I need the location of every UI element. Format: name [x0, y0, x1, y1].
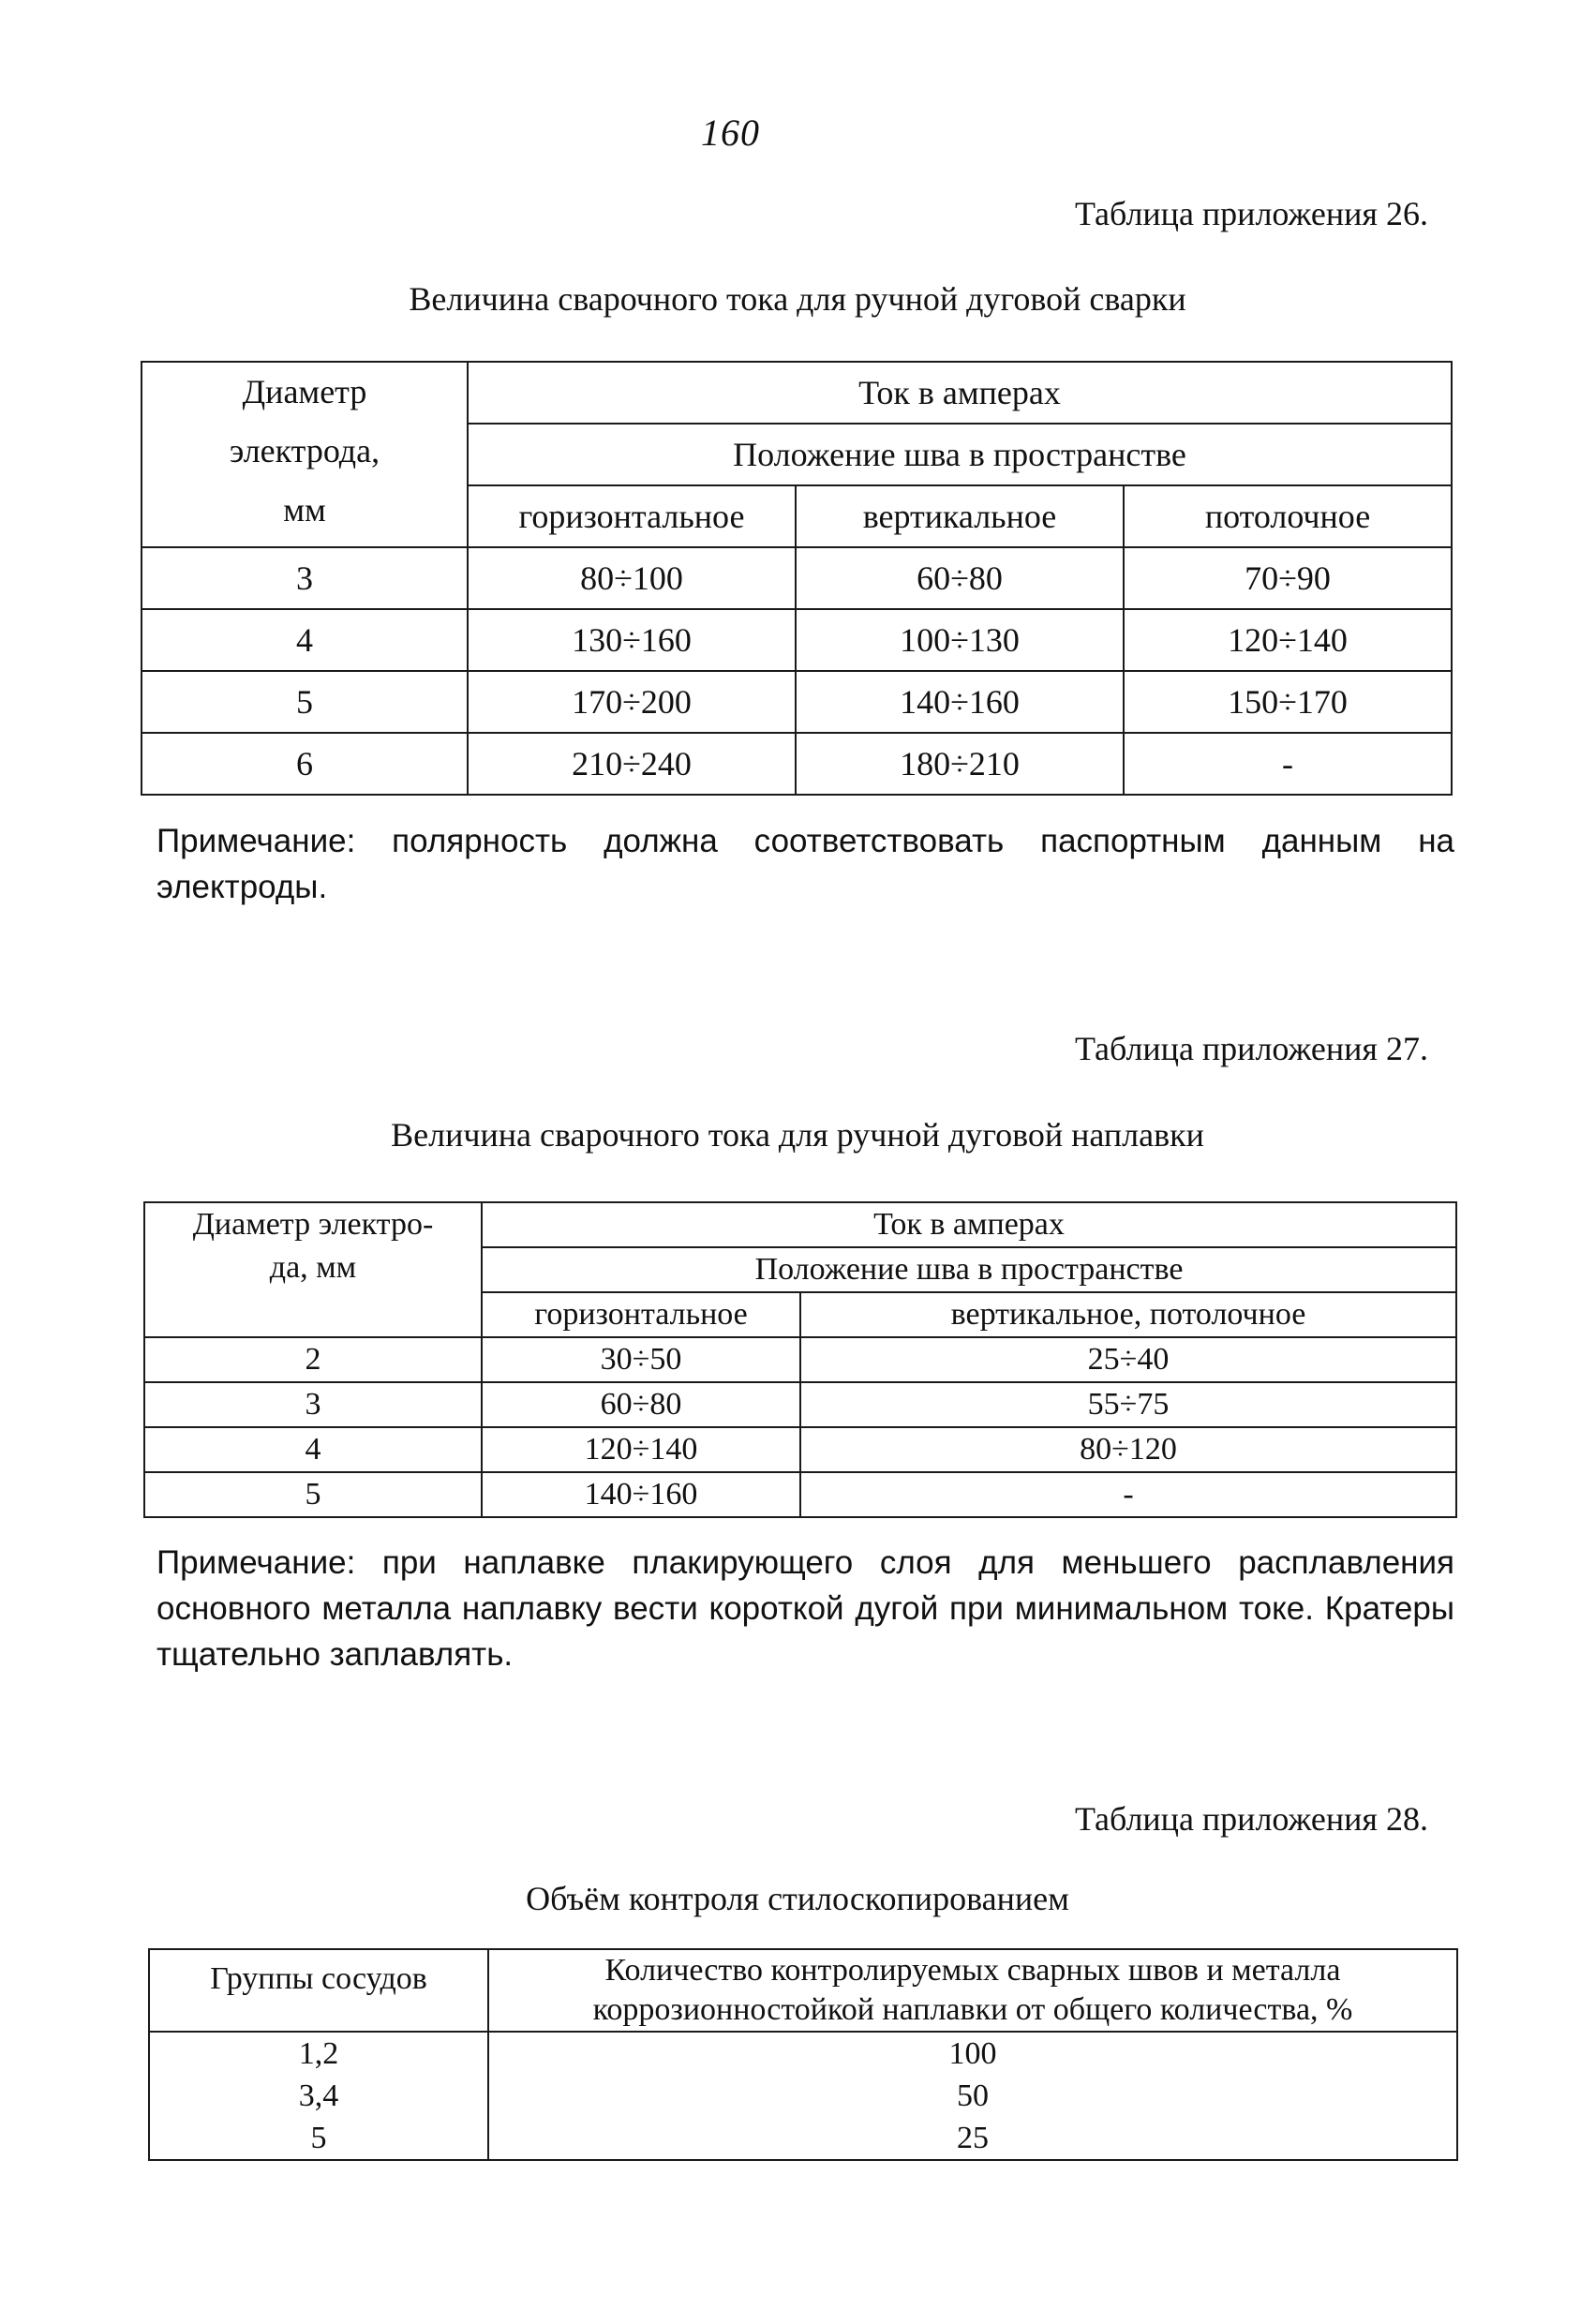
table-27-diameter-header-line2: да, мм	[269, 1250, 357, 1285]
table-cell-diameter: 6	[142, 733, 468, 795]
table-26-note: Примечание: полярность должна соответствовать паспортным данным на электроды.	[157, 823, 1454, 905]
table-28-groups-header: Группы сосудов	[149, 1949, 488, 2032]
table-26-overhead-header: потолочное	[1124, 485, 1452, 547]
table-26	[141, 361, 1453, 796]
table-cell-horizontal: 120÷140	[482, 1427, 800, 1472]
table-27-vertical-overhead-header: вертикальное, потолочное	[800, 1292, 1456, 1337]
table-cell-horizontal: 210÷240	[468, 733, 796, 795]
table-cell-percent: 100	[488, 2032, 1457, 2075]
table-27-header-row	[144, 1202, 1456, 1247]
table-cell-diameter: 4	[142, 609, 468, 671]
table-row	[142, 547, 1452, 609]
table-26-diameter-header-line3: мм	[283, 491, 326, 529]
table-28	[148, 1948, 1458, 2161]
table-cell-vertical: 180÷210	[796, 733, 1124, 795]
table-cell-diameter: 2	[144, 1337, 482, 1382]
table-cell-groups: 1,2	[149, 2032, 488, 2075]
table-cell-diameter: 4	[144, 1427, 482, 1472]
table-cell-horizontal: 80÷100	[468, 547, 796, 609]
table-cell-horizontal: 130÷160	[468, 609, 796, 671]
table-row	[142, 671, 1452, 733]
table-row	[149, 2032, 1457, 2075]
table-26-title: Величина сварочного тока для ручной дуговой сварки	[409, 280, 1186, 318]
table-cell-diameter: 3	[144, 1382, 482, 1427]
table-27-position-header: Положение шва в пространстве	[482, 1247, 1456, 1292]
page-number: 160	[701, 112, 760, 154]
table-27-diameter-header-line1: Диаметр электро-	[192, 1207, 434, 1242]
table-cell-overhead: 150÷170	[1124, 671, 1452, 733]
table-cell-vertical-overhead: 25÷40	[800, 1337, 1456, 1382]
table-27-diameter-header	[144, 1202, 482, 1337]
table-cell-groups: 3,4	[149, 2075, 488, 2117]
table-row	[144, 1382, 1456, 1427]
table-cell-diameter: 5	[142, 671, 468, 733]
table-26-diameter-header-line1: Диаметр	[242, 373, 367, 410]
table-26-horizontal-header: горизонтальное	[468, 485, 796, 547]
table-27-title: Величина сварочного тока для ручной дуговой наплавки	[391, 1116, 1204, 1154]
table-28-reference: Таблица приложения 28.	[1074, 1800, 1428, 1838]
table-26-header-row	[142, 362, 1452, 424]
table-cell-diameter: 3	[142, 547, 468, 609]
table-cell-horizontal: 30÷50	[482, 1337, 800, 1382]
table-cell-overhead: 120÷140	[1124, 609, 1452, 671]
table-cell-overhead: -	[1124, 733, 1452, 795]
table-26-position-header: Положение шва в пространстве	[468, 424, 1452, 485]
table-row	[144, 1427, 1456, 1472]
table-row	[144, 1472, 1456, 1517]
table-row	[142, 609, 1452, 671]
table-26-reference: Таблица приложения 26.	[1074, 195, 1428, 232]
table-26-current-header: Ток в амперах	[468, 362, 1452, 424]
table-27-current-header: Ток в амперах	[482, 1202, 1456, 1247]
table-cell-percent: 50	[488, 2075, 1457, 2117]
table-cell-percent: 25	[488, 2117, 1457, 2160]
table-cell-horizontal: 140÷160	[482, 1472, 800, 1517]
table-cell-vertical: 140÷160	[796, 671, 1124, 733]
table-26-diameter-header	[142, 362, 468, 547]
table-27-note: Примечание: при наплавке плакирующего слоя для меньшего расплавления основного металла наплавку вести короткой дугой при минимальном токе. Кратеры тщательно заплавлять.	[157, 1544, 1454, 1673]
table-row	[149, 2075, 1457, 2117]
table-cell-overhead: 70÷90	[1124, 547, 1452, 609]
table-27-horizontal-header: горизонтальное	[482, 1292, 800, 1337]
table-27-reference: Таблица приложения 27.	[1074, 1030, 1428, 1067]
table-row	[144, 1337, 1456, 1382]
table-cell-vertical-overhead: 55÷75	[800, 1382, 1456, 1427]
table-26-vertical-header: вертикальное	[796, 485, 1124, 547]
table-cell-vertical-overhead: -	[800, 1472, 1456, 1517]
table-cell-vertical: 60÷80	[796, 547, 1124, 609]
table-row	[142, 733, 1452, 795]
table-28-amount-header-line1: Количество контролируемых сварных швов и металла	[604, 1953, 1341, 1988]
table-28-header-row	[149, 1949, 1457, 2032]
table-26-diameter-header-line2: электрода,	[229, 432, 380, 469]
table-row	[149, 2117, 1457, 2160]
table-cell-horizontal: 170÷200	[468, 671, 796, 733]
table-27	[143, 1201, 1457, 1518]
table-cell-groups: 5	[149, 2117, 488, 2160]
table-28-title: Объём контроля стилоскопированием	[526, 1880, 1069, 1917]
table-cell-vertical: 100÷130	[796, 609, 1124, 671]
table-cell-horizontal: 60÷80	[482, 1382, 800, 1427]
table-cell-diameter: 5	[144, 1472, 482, 1517]
table-cell-vertical-overhead: 80÷120	[800, 1427, 1456, 1472]
table-28-amount-header	[488, 1949, 1457, 2032]
table-28-amount-header-line2: коррозионностойкой наплавки от общего количества, %	[592, 1992, 1353, 2027]
